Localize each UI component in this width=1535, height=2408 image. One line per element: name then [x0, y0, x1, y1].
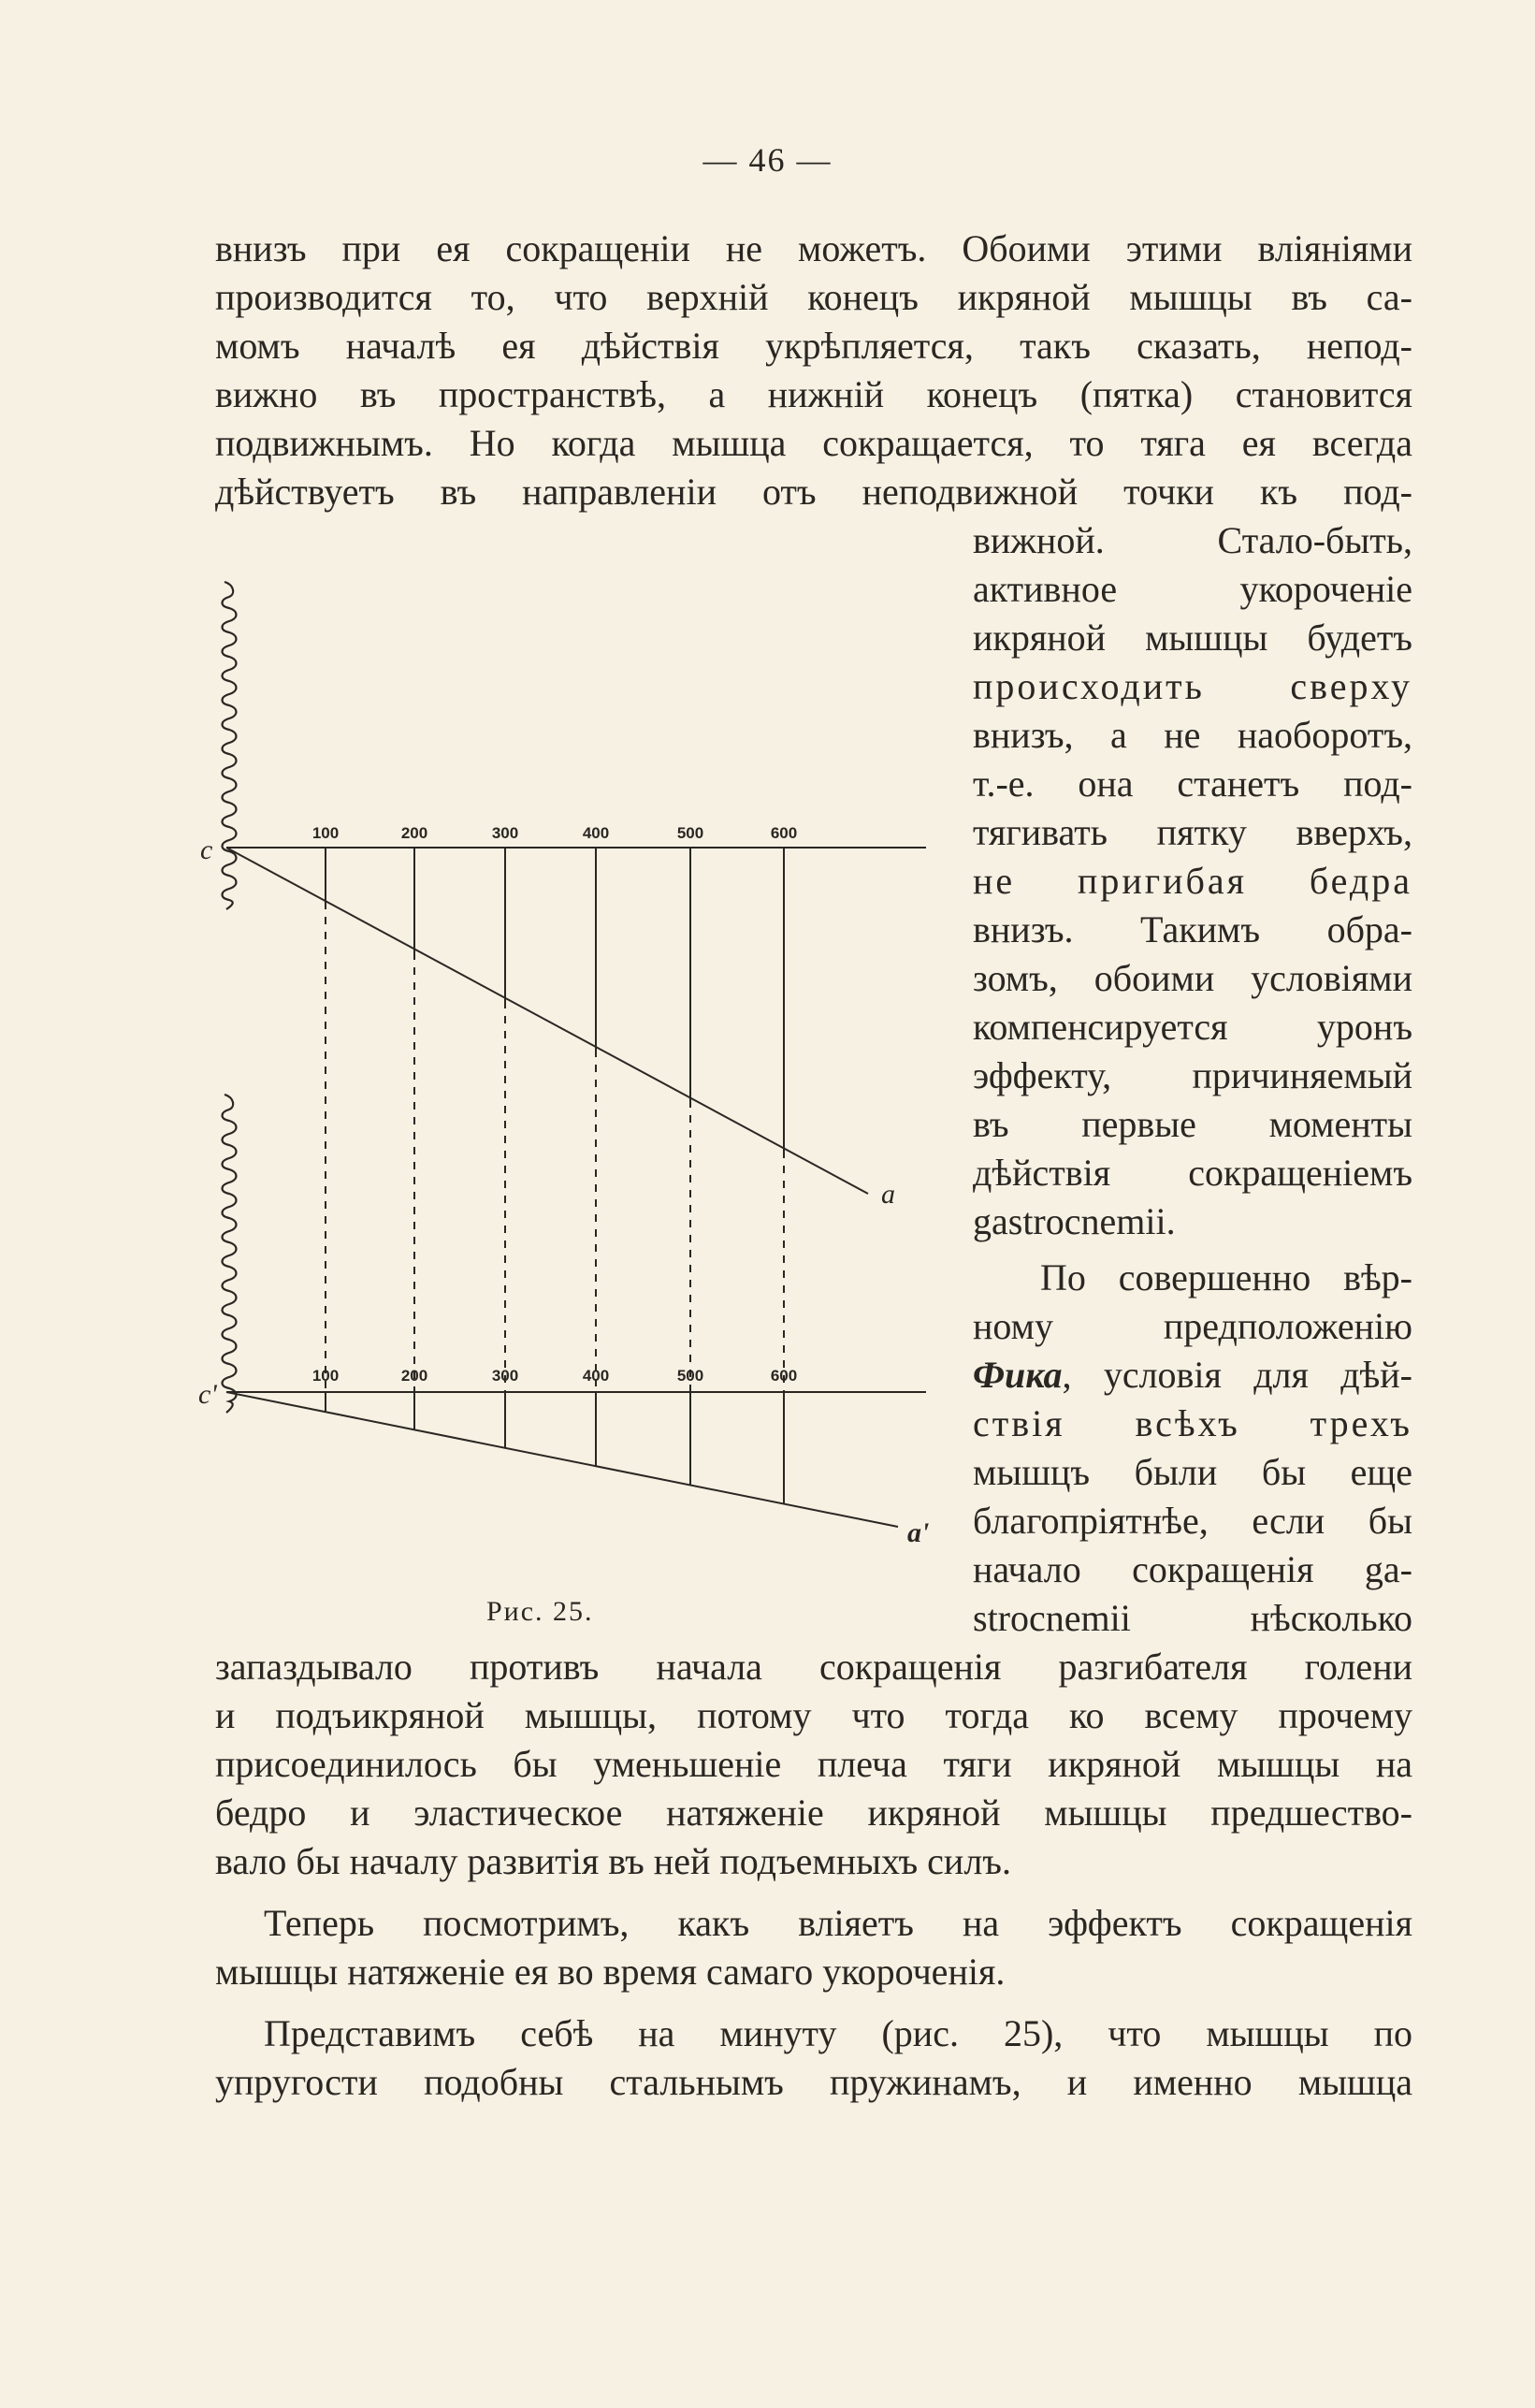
text-line: strocnemii нѣсколько — [973, 1597, 1412, 1639]
text-line: ному предположенію — [973, 1305, 1412, 1347]
top-scale-label: 500 — [676, 824, 704, 842]
text-line: активное укороченіе — [973, 568, 1412, 610]
text-line: и подъикряной мышцы, потому что тогда ко всему прочему — [215, 1694, 1412, 1736]
text-line: дѣйствуетъ въ направленіи отъ неподвижной точки къ под- — [215, 471, 1412, 513]
point-label-c-prime: c' — [198, 1379, 217, 1410]
text-line: По совершенно вѣр- — [1040, 1256, 1412, 1298]
text-line: gastrocnemii. — [973, 1200, 1176, 1242]
bottom-scale-label: 300 — [491, 1367, 519, 1385]
bottom-scale-label: 400 — [582, 1367, 610, 1385]
text-line: бедро и эластическое натяженіе икряной мышцы предшество- — [215, 1791, 1412, 1834]
vertical-guides — [326, 848, 784, 1504]
text-line — [973, 1351, 1412, 1400]
text-line: вало бы началу развитія въ ней подъемныхъ силъ. — [215, 1840, 1011, 1882]
text-line: тягивать пятку вверхъ, — [973, 811, 1412, 853]
top-diagonal — [226, 848, 868, 1194]
text-line: мышцы натяженіе ея во время самаго укороченія. — [215, 1951, 1006, 1993]
page-number: — 46 — — [702, 141, 833, 179]
text-line: благопріятнѣе, если бы — [973, 1500, 1412, 1542]
point-label-a: a — [881, 1179, 895, 1210]
text-line: упругости подобны стальнымъ пружинамъ, и именно мышца — [215, 2061, 1412, 2103]
bottom-diagonal — [226, 1392, 898, 1527]
text-fragment: , условія для дѣй- — [1062, 1354, 1412, 1396]
text-line: вижной. Стало-быть, — [973, 519, 1412, 561]
text-line: производится то, что верхній конецъ икряной мышцы въ са- — [215, 276, 1412, 318]
text-line: внизъ. Такимъ обра- — [973, 908, 1412, 950]
text-line: присоединилось бы уменьшеніе плеча тяги икряной мышцы на — [215, 1743, 1412, 1785]
top-scale-label: 400 — [582, 824, 610, 842]
text-line: эффекту, причиняемый — [973, 1054, 1412, 1096]
author-name: Фика — [973, 1354, 1063, 1396]
bottom-scale-label: 100 — [311, 1367, 340, 1385]
top-scale-label: 600 — [770, 824, 798, 842]
text-line: вижно въ пространствѣ, а нижній конецъ (пятка) становится — [215, 373, 1412, 415]
bottom-scale-label: 500 — [676, 1367, 704, 1385]
text-line: внизъ при ея сокращеніи не можетъ. Обоими этими вліяніями — [215, 227, 1412, 269]
point-label-a-prime: a' — [907, 1517, 930, 1548]
text-line: мышцъ были бы еще — [973, 1451, 1412, 1493]
text-line: происходить сверху — [973, 665, 1412, 707]
text-line: дѣйствія сокращеніемъ — [973, 1152, 1412, 1194]
text-line: подвижнымъ. Но когда мышца сокращается, то тяга ея всегда — [215, 422, 1412, 464]
text-line: т.-е. она станетъ под- — [973, 762, 1412, 805]
bottom-scale-label: 600 — [770, 1367, 798, 1385]
bottom-scale-label: 200 — [400, 1367, 428, 1385]
bottom-spring — [223, 1095, 237, 1413]
text-line: икряной мышцы будетъ — [973, 617, 1412, 659]
text-line: начало сокращенія ga- — [973, 1548, 1412, 1590]
text-line: компенсируется уронъ — [973, 1006, 1412, 1048]
text-line: въ первые моменты — [973, 1103, 1412, 1145]
text-line: ствія всѣхъ трехъ — [973, 1402, 1412, 1444]
text-line: не пригибая бедра — [973, 860, 1412, 902]
text-line: зомъ, обоими условіями — [973, 957, 1412, 999]
figure-caption: Рис. 25. — [486, 1596, 594, 1627]
top-scale-label: 100 — [311, 824, 340, 842]
text-line: запаздывало противъ начала сокращенія разгибателя голени — [215, 1646, 1412, 1688]
figure-25 — [187, 561, 954, 1590]
text-line: внизъ, а не наоборотъ, — [973, 714, 1412, 756]
text-line: момъ началѣ ея дѣйствія укрѣпляется, такъ сказать, непод- — [215, 325, 1412, 367]
top-scale-label: 200 — [400, 824, 428, 842]
point-label-c: c — [200, 834, 213, 865]
top-spring — [223, 582, 237, 909]
text-line: Теперь посмотримъ, какъ вліяетъ на эффектъ сокращенія — [264, 1902, 1412, 1944]
text-line: Представимъ себѣ на минуту (рис. 25), что мышцы по — [264, 2012, 1412, 2054]
top-scale-label: 300 — [491, 824, 519, 842]
